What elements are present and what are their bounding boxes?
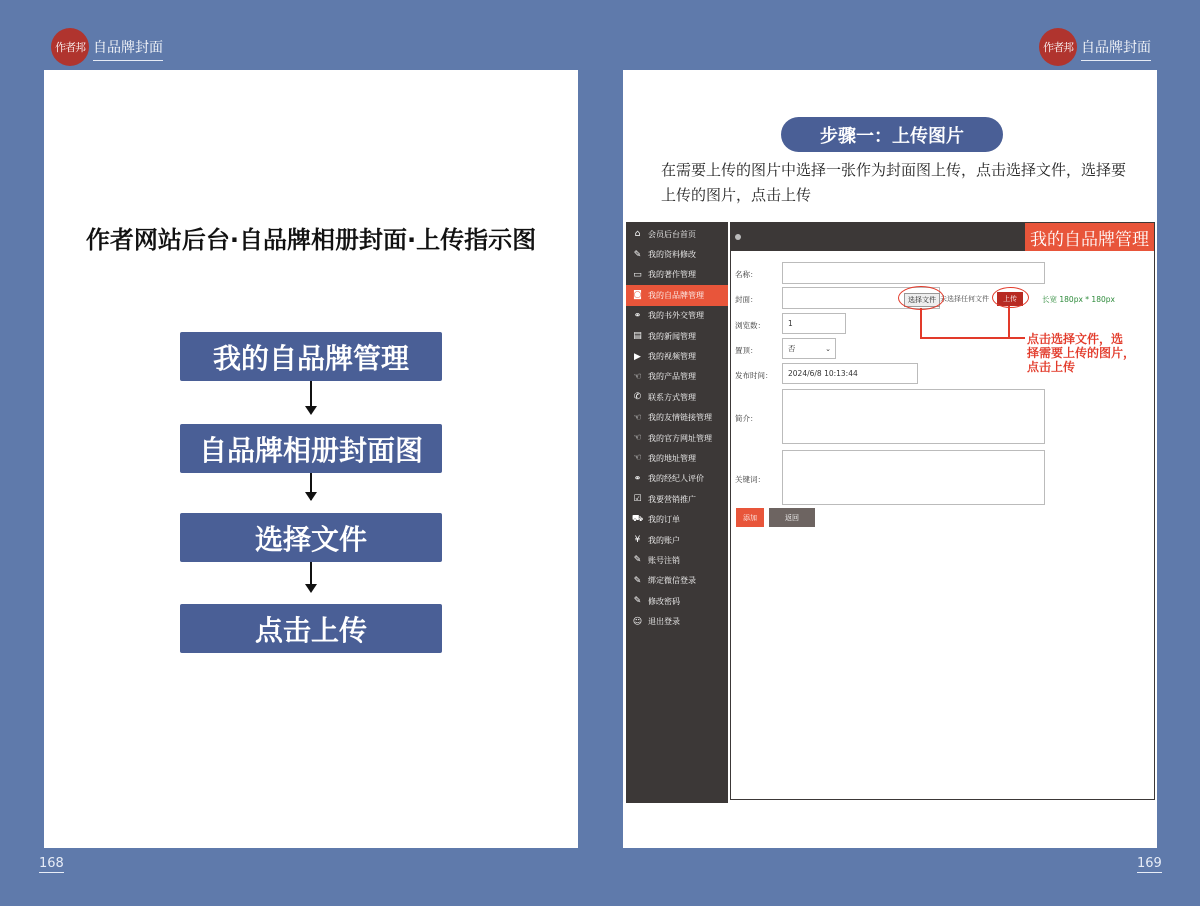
sidebar-item[interactable] [626,408,728,428]
size-hint: 长宽 180px * 180px [1042,295,1115,304]
label-name: 名称： [735,270,758,279]
handshake-icon: ⚭ [633,473,642,484]
sidebar-item[interactable] [626,448,728,468]
top-select[interactable]: 否 ⌄ [782,338,836,359]
sidebar-item-label: 我的书外交管理 [648,311,704,321]
hand-icon: ☜ [633,412,642,423]
back-button[interactable]: 返回 [769,508,815,527]
intro-textarea[interactable] [782,389,1045,444]
sidebar-item-label: 联系方式管理 [648,392,696,402]
label-top: 置顶： [735,346,758,355]
sidebar-item-label: 我的友情链接管理 [648,413,712,423]
sidebar-item-label: 绑定微信登录 [648,576,696,586]
sidebar-item[interactable] [626,550,728,570]
sidebar-item-label: 修改密码 [648,596,680,606]
top-bar [731,223,1154,251]
home-icon: ⌂ [634,229,641,240]
sidebar-item[interactable] [626,346,728,366]
handshake-icon: ⚭ [633,310,642,321]
play-icon: ▶ [634,351,641,362]
annotation-line [1008,306,1010,338]
sidebar-item-label: 我的账户 [648,535,680,545]
annotation-line [920,308,922,338]
label-cover: 封面： [735,295,758,304]
left-page [44,70,578,848]
flow-arrow-icon [305,584,317,593]
sidebar-item[interactable] [626,244,728,264]
flow-step-3: 选择文件 [180,513,442,562]
flow-arrow-icon [305,406,317,415]
sidebar-item-label: 我的经纪人评价 [648,474,704,484]
edit-icon: ✎ [633,596,642,607]
sidebar-item-label: 我的地址管理 [648,453,696,463]
choose-file-button[interactable]: 选择文件 [904,293,940,307]
running-header-right: 自品牌封面 [1081,37,1151,61]
page-number-right: 169 [1137,856,1162,871]
sidebar-item[interactable] [626,509,728,529]
sidebar-item-label: 我的视频管理 [648,352,696,362]
sidebar-item-label: 我的自品牌管理 [648,290,704,300]
page-number-left: 168 [39,856,64,871]
sidebar-item[interactable] [626,591,728,611]
edit-icon: ✎ [633,555,642,566]
sidebar-item[interactable] [626,285,728,305]
right-page [623,70,1157,848]
sidebar-item[interactable] [626,530,728,550]
publisher-logo: 作者邦 [51,28,89,66]
hand-icon: ☜ [633,453,642,464]
status-dot-icon [735,234,741,240]
sidebar-item[interactable] [626,326,728,346]
add-button[interactable]: 添加 [736,508,764,527]
sidebar-item-label: 我的资料修改 [648,250,696,260]
sidebar-item[interactable] [626,367,728,387]
yen-icon: ¥ [634,535,641,546]
sidebar-item-label: 我的著作管理 [648,270,696,280]
sidebar-item[interactable] [626,571,728,591]
edit-icon: ✎ [633,249,642,260]
brand-badge: 我的自品牌管理 [1025,223,1154,251]
flow-step-2: 自品牌相册封面图 [180,424,442,473]
highlight-ring [992,287,1029,308]
upload-button[interactable]: 上传 [997,292,1023,306]
sidebar-item-label: 退出登录 [648,617,680,627]
admin-screenshot [626,222,1156,801]
sidebar-item[interactable] [626,489,728,509]
camera-icon: ◙ [633,290,642,301]
label-views: 浏览数： [735,321,765,330]
sidebar-item-label: 我要营销推广 [648,494,696,504]
hand-icon: ☜ [633,371,642,382]
cart-icon: ⛟ [631,514,644,525]
keywords-textarea[interactable] [782,450,1045,505]
sidebar-item-label: 我的产品管理 [648,372,696,382]
sidebar-item[interactable] [626,224,728,244]
hand-icon: ☜ [633,433,642,444]
step-title: 步骤一：上传图片 [781,117,1003,152]
flow-arrow-icon [305,492,317,501]
publisher-logo: 作者邦 [1039,28,1077,66]
sidebar-item[interactable] [626,387,728,407]
sidebar-item-label: 我的新闻管理 [648,331,696,341]
no-file-text: 未选择任何文件 [940,295,989,303]
sidebar-item-label: 我的官方网址管理 [648,433,712,443]
views-input[interactable]: 1 [782,313,846,334]
check-icon: ☑ [633,494,642,505]
phone-icon: ✆ [633,392,642,403]
flow-step-1: 我的自品牌管理 [180,332,442,381]
chevron-down-icon: ⌄ [825,344,831,353]
sidebar-item[interactable] [626,306,728,326]
label-time: 发布时间： [735,371,773,380]
sidebar-item[interactable] [626,611,728,631]
flow-step-4: 点击上传 [180,604,442,653]
label-intro: 简介： [735,414,758,423]
highlight-ring [898,286,944,310]
label-keywords: 关键词： [735,475,765,484]
annotation-text: 点击选择文件，选 择需要上传的图片， 点击上传 [1027,332,1136,374]
sidebar-item[interactable] [626,428,728,448]
book-icon: ▭ [633,269,642,280]
user-icon: ☺ [632,616,643,627]
sidebar-item[interactable] [626,469,728,489]
running-header-left: 自品牌封面 [93,37,163,61]
instruction-text: 在需要上传的图片中选择一张作为封面图上传，点击选择文件，选择要上传的图片，点击上传 [661,161,1127,204]
sidebar-item-label: 账号注销 [648,555,680,565]
main-panel [730,222,1155,800]
news-icon: ▤ [633,331,642,342]
name-input[interactable] [782,262,1045,284]
annotation-line [920,337,1025,339]
left-page-title: 作者网站后台·自品牌相册封面·上传指示图 [85,226,537,254]
sidebar-item[interactable] [626,265,728,285]
sidebar-item-label: 会员后台首页 [648,229,696,239]
time-input[interactable]: 2024/6/8 10:13:44 [782,363,918,384]
edit-icon: ✎ [633,575,642,586]
sidebar-item-label: 我的订单 [648,515,680,525]
sidebar-menu [626,222,728,803]
